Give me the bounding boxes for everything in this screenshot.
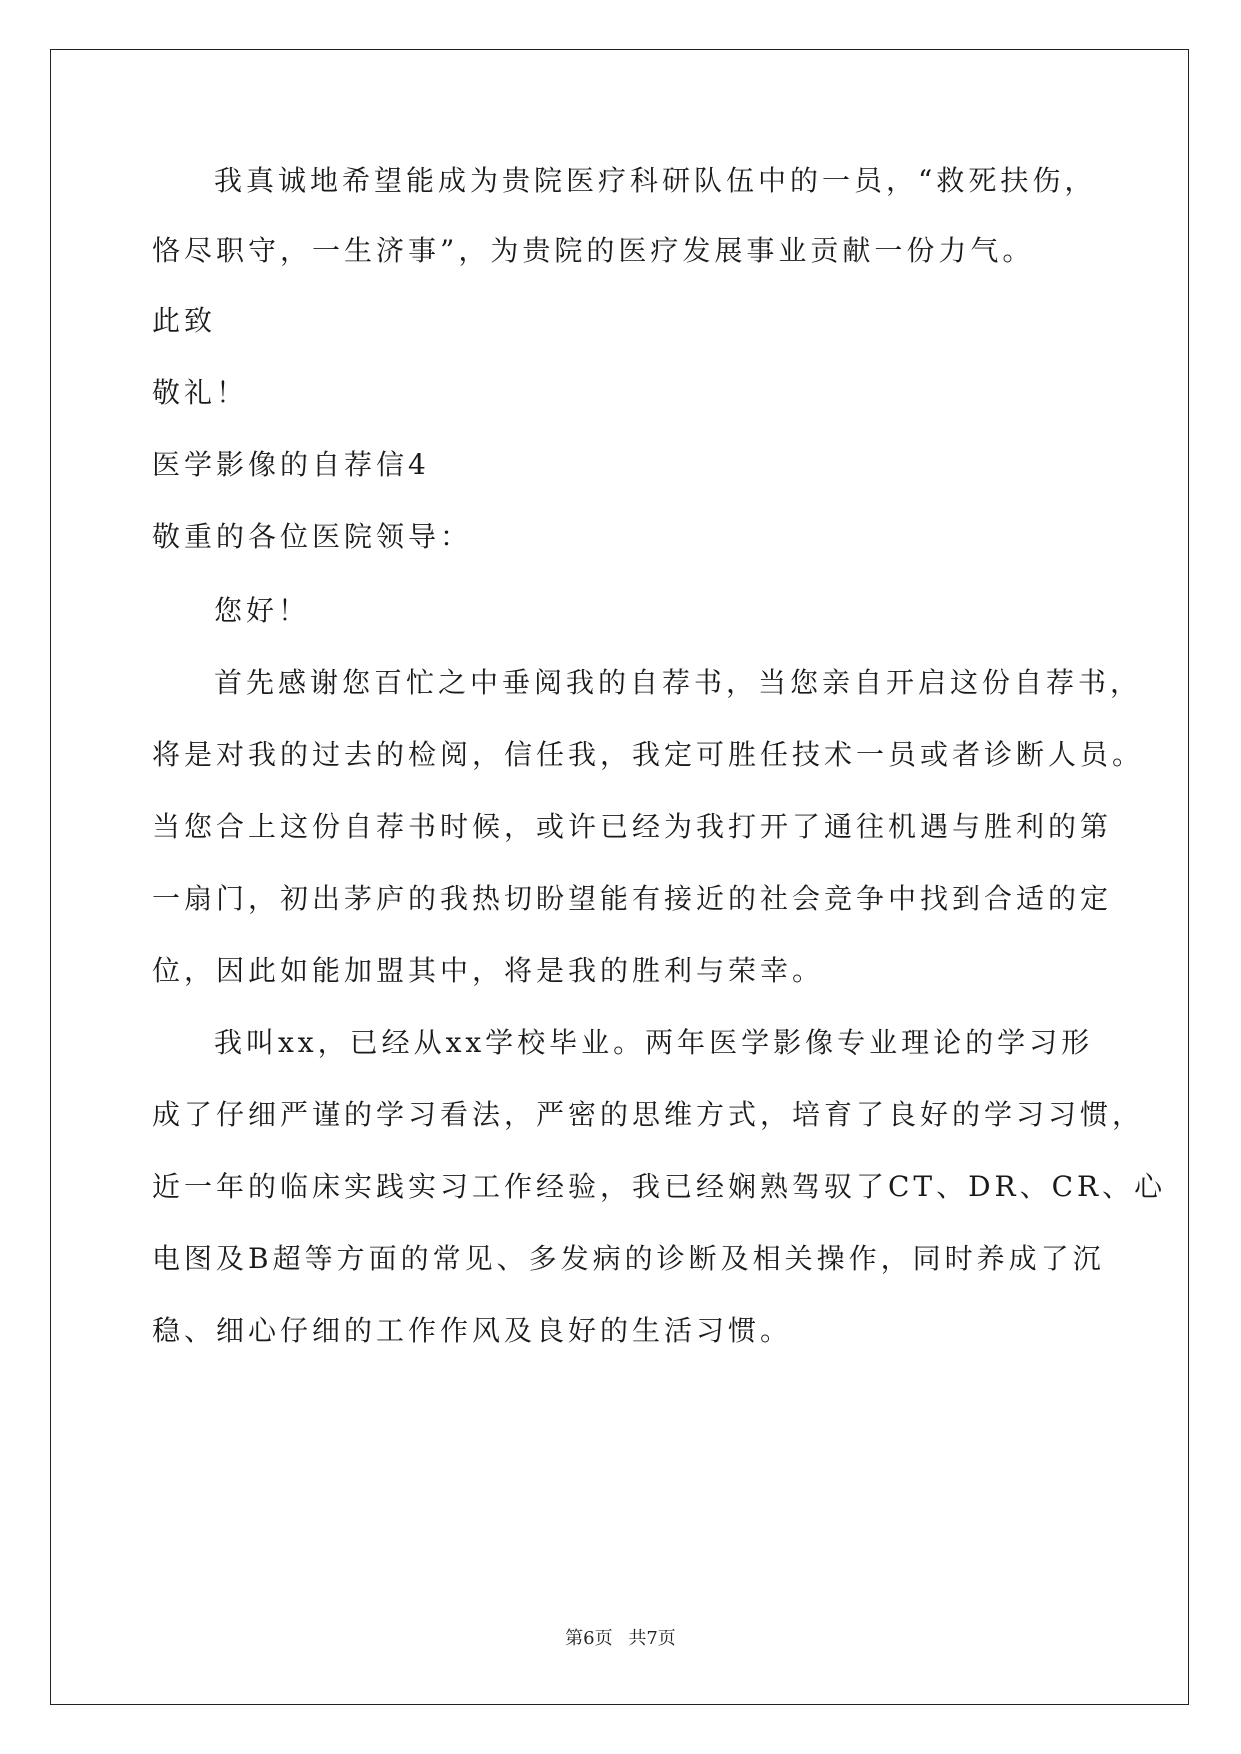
paragraph-line: 位，因此如能加盟其中，将是我的胜利与荣幸。	[152, 954, 825, 987]
page-footer: 第6页 共7页	[565, 1628, 676, 1649]
paragraph-line: 恪尽职守，一生济事”，为贵院的医疗发展事业贡献一份力气。	[152, 234, 1035, 267]
paragraph-line: 近一年的临床实践实习工作经验，我已经娴熟驾驭了CT、DR、CR、心	[152, 1170, 1167, 1203]
paragraph-line: 我真诚地希望能成为贵院医疗科研队伍中的一员，“救死扶伤，	[214, 164, 1097, 197]
paragraph-line: 首先感谢您百忙之中垂阅我的自荐书，当您亲自开启这份自荐书，	[214, 666, 1143, 699]
closing-salutation: 此致	[152, 304, 217, 337]
paragraph-line: 我叫xx，已经从xx学校毕业。两年医学影像专业理论的学习形	[214, 1026, 1094, 1059]
paragraph-line: 电图及B超等方面的常见、多发病的诊断及相关操作，同时养成了沉	[152, 1242, 1105, 1275]
page-border	[50, 49, 1189, 1705]
paragraph-line: 稳、细心仔细的工作作风及良好的生活习惯。	[152, 1314, 793, 1347]
paragraph-line: 一扇门，初出茅庐的我热切盼望能有接近的社会竞争中找到合适的定	[152, 882, 1113, 915]
greeting-recipient: 敬重的各位医院领导：	[152, 520, 473, 553]
paragraph-line: 当您合上这份自荐书时候，或许已经为我打开了通往机遇与胜利的第	[152, 810, 1113, 843]
paragraph-line: 成了仔细严谨的学习看法，严密的思维方式，培育了良好的学习习惯，	[152, 1098, 1145, 1131]
closing-regards: 敬礼！	[152, 376, 249, 409]
paragraph-line: 将是对我的过去的检阅，信任我，我定可胜任技术一员或者诊断人员。	[152, 738, 1145, 771]
section-title: 医学影像的自荐信4	[152, 448, 430, 481]
greeting: 您好！	[214, 594, 311, 627]
